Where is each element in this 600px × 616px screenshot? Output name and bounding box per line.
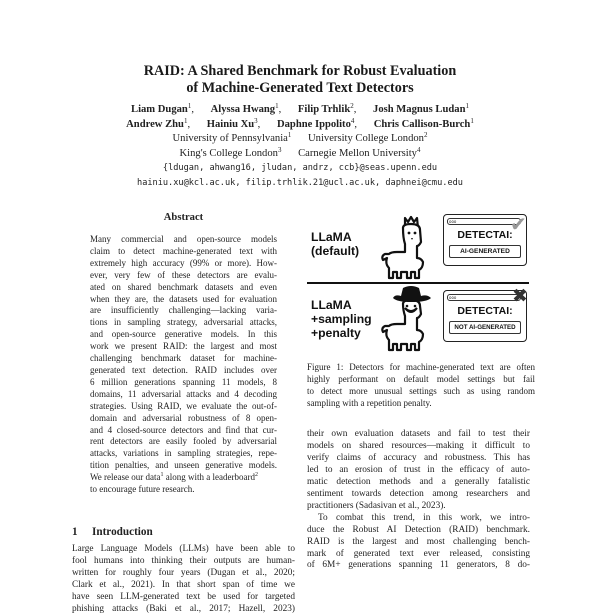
text-line: written for roughly four years (Dugan et al., 2020;: [72, 567, 295, 578]
author-line: Andrew Zhu$^1$, Hainiu Xu$^3$, Daphne Ippolito$^4$, Chris Callison-Burch$^1$: [126, 116, 474, 130]
text-line: ever, very few of these detectors are evalu-: [90, 269, 277, 280]
affiliation: University of Pennsylvania: [172, 133, 288, 145]
affiliation: King's College London: [179, 147, 278, 159]
affiliation-marker: 4: [350, 116, 355, 125]
affiliation-line: [0, 147, 600, 162]
detector-title: DETECTAI:: [457, 229, 513, 241]
text-line: extremely high accuracy (99% or more). How-: [90, 257, 277, 268]
llama-icon: [381, 214, 437, 280]
text-line: led to an erosion of trust in the efficacy of auto-: [307, 464, 530, 475]
text-line: their own evaluation datasets and fail to test their: [307, 429, 530, 439]
text-line: Large Language Models (LLMs) have been able to: [72, 544, 295, 554]
paper-title: [0, 63, 600, 97]
affiliation-marker: 1: [275, 102, 279, 110]
label-line: +penalty: [311, 326, 361, 340]
text-line: verify claims of accuracy and robustness. This has: [307, 452, 530, 463]
abstract-heading: Abstract: [163, 212, 204, 223]
figure-label-sampling: [311, 298, 372, 340]
detector-title: DETECTAI:: [457, 305, 513, 317]
window-titlebar: [447, 294, 521, 301]
text-line: to encourage future research.: [90, 484, 195, 495]
text-line: ated on shared benchmark datasets and even: [90, 281, 277, 292]
text-line: phishing attacks (Baki et al., 2017; Hazell, 2023): [72, 603, 295, 614]
figure-caption: [307, 362, 535, 410]
author-block: [0, 103, 600, 190]
author-name: Daphne Ippolito: [276, 118, 351, 130]
email-line: hainiu.xu@kcl.ac.uk, filip.trhlik.21@ucl.ac.uk, daphnei@cmu.edu: [137, 177, 463, 188]
text-line: RAID is the largest and most challenging bench-: [307, 536, 530, 547]
affiliation-marker: 1: [183, 116, 188, 125]
author-name: Filip Trhlik: [297, 104, 351, 115]
affiliation-marker: 1: [470, 116, 474, 125]
text-line: fool humans into thinking their outputs are human-: [72, 555, 295, 566]
affiliation-marker: 1: [187, 102, 192, 110]
window-controls-icon: ooo: [449, 219, 457, 224]
label-line: LLaMA: [311, 298, 352, 312]
text-line: highly performant on default model settings but fail: [307, 373, 535, 384]
section-number: 1: [72, 526, 78, 538]
text-line: Figure 1: Detectors for machine-generated text are often: [307, 362, 535, 372]
x-icon: ✖: [512, 285, 528, 307]
text-line: matic detection methods and a generally fatalistic: [307, 476, 530, 487]
text-line: [90, 472, 277, 484]
affiliation: University College London: [308, 133, 424, 145]
author-name: Hainiu Xu: [206, 118, 255, 130]
introduction-body: [72, 544, 295, 616]
text-line: Many commercial and open-source models: [90, 234, 277, 244]
affiliation-marker: 1: [465, 102, 469, 110]
label-line: +sampling: [311, 312, 372, 326]
text-line: have seen LLM-generated text be used for targeted: [72, 591, 295, 602]
affiliation-marker: 3: [254, 116, 258, 125]
text-line: To combat this trend, in this work, we intro-: [318, 512, 530, 523]
detector-result: NOT AI-GENERATED: [449, 321, 521, 334]
affiliation-number: 4: [416, 145, 421, 154]
text-line: models on shared resources—making it difficult to: [307, 440, 530, 451]
text-line: duce the Robust AI Detection (RAID) benchmark.: [307, 524, 530, 535]
release-text: along with a leaderboard: [163, 472, 255, 483]
text-line: attacks, variations in sampling strategies, repe-: [90, 448, 277, 459]
text-line: work we present RAID: the largest and most: [90, 341, 277, 352]
text-line: 6 million generations spanning 11 models, 8: [90, 376, 277, 387]
title-line: of Machine-Generated Text Detectors: [186, 80, 414, 96]
text-line: generated text detection. RAID includes over: [90, 364, 277, 375]
section-heading: [72, 526, 153, 538]
text-line: tions in sampling strategy, adversarial attacks,: [90, 317, 277, 328]
footnote-marker[interactable]: 2: [254, 472, 258, 479]
text-line: rent detectors are easily fooled by adversarial: [90, 436, 277, 447]
text-line: and open-source generative models. In this: [90, 329, 277, 340]
text-line: domains, 11 adversarial attacks and 4 decoding: [90, 388, 277, 399]
check-icon: ✔: [510, 212, 527, 236]
author-name: Josh Magnus Ludan: [373, 104, 466, 115]
email-line: {ldugan, ahwang16, jludan, andrz, ccb}@seas.upenn.edu: [162, 163, 438, 174]
figure-label-default: [311, 230, 359, 258]
text-line: domain and adversarial robustness of 8 open-: [90, 412, 277, 423]
text-line: of 6M+ generations spanning 11 generators, 8 do-: [307, 560, 530, 571]
text-line: are insufficiently challenging—lacking varia-: [90, 305, 277, 316]
text-line: and 4 closed-source detectors and find that cur-: [90, 424, 277, 435]
affiliation-line: [0, 132, 600, 147]
text-line: challenging benchmark dataset for machine-: [90, 353, 277, 364]
llama-cowboy-icon: [381, 284, 437, 352]
affiliation: Carnegie Mellon University: [298, 147, 417, 159]
author-name: Alyssa Hwang: [210, 104, 276, 115]
text-line: claim to detect machine-generated text with: [90, 245, 277, 256]
figure-1: [307, 210, 535, 352]
figure-divider: [307, 282, 529, 284]
text-line: when they are, the datasets used for evaluation: [90, 293, 277, 304]
author-name: Andrew Zhu: [126, 118, 184, 130]
section-title: Introduction: [92, 526, 153, 538]
text-line: sampling with a repetition penalty.: [307, 397, 432, 408]
label-line: (default): [311, 244, 360, 258]
text-line: to detect more unusual settings such as using random: [307, 385, 535, 396]
text-line: strategies. Using RAID, we evaluate the out-of-: [90, 400, 277, 411]
author-name: Chris Callison-Burch: [373, 118, 471, 130]
text-line: mark of generated text ever released, consisting: [307, 548, 530, 559]
text-line: tition penalties, and unseen generative models.: [90, 460, 277, 471]
text-line: sentiment towards detection among researchers and: [307, 488, 530, 499]
footnote-marker[interactable]: 1: [160, 472, 164, 479]
affiliation-number: 1: [287, 131, 292, 140]
label-line: LLaMA: [311, 230, 352, 244]
detector-result: AI-GENERATED: [449, 245, 521, 258]
window-controls-icon: ooo: [449, 295, 457, 300]
release-text: We release our data: [90, 472, 161, 483]
title-line: RAID: A Shared Benchmark for Robust Evaluation: [143, 63, 457, 79]
text-line: Clark et al., 2021). In that short span of time we: [72, 579, 295, 590]
author-line: Liam Dugan$^1$, Alyssa Hwang$^1$, Filip Trhlik$^2$, Josh Magnus Ludan$^1$: [131, 102, 469, 115]
text-line: practitioners (Sadasivan et al., 2023).: [307, 500, 446, 511]
abstract-body: [90, 234, 277, 496]
affiliation-marker: 2: [350, 102, 354, 110]
author-name: Liam Dugan: [131, 104, 188, 115]
affiliation-number: 3: [277, 145, 282, 154]
affiliation-number: 2: [423, 131, 428, 140]
right-column-body: [307, 429, 530, 572]
